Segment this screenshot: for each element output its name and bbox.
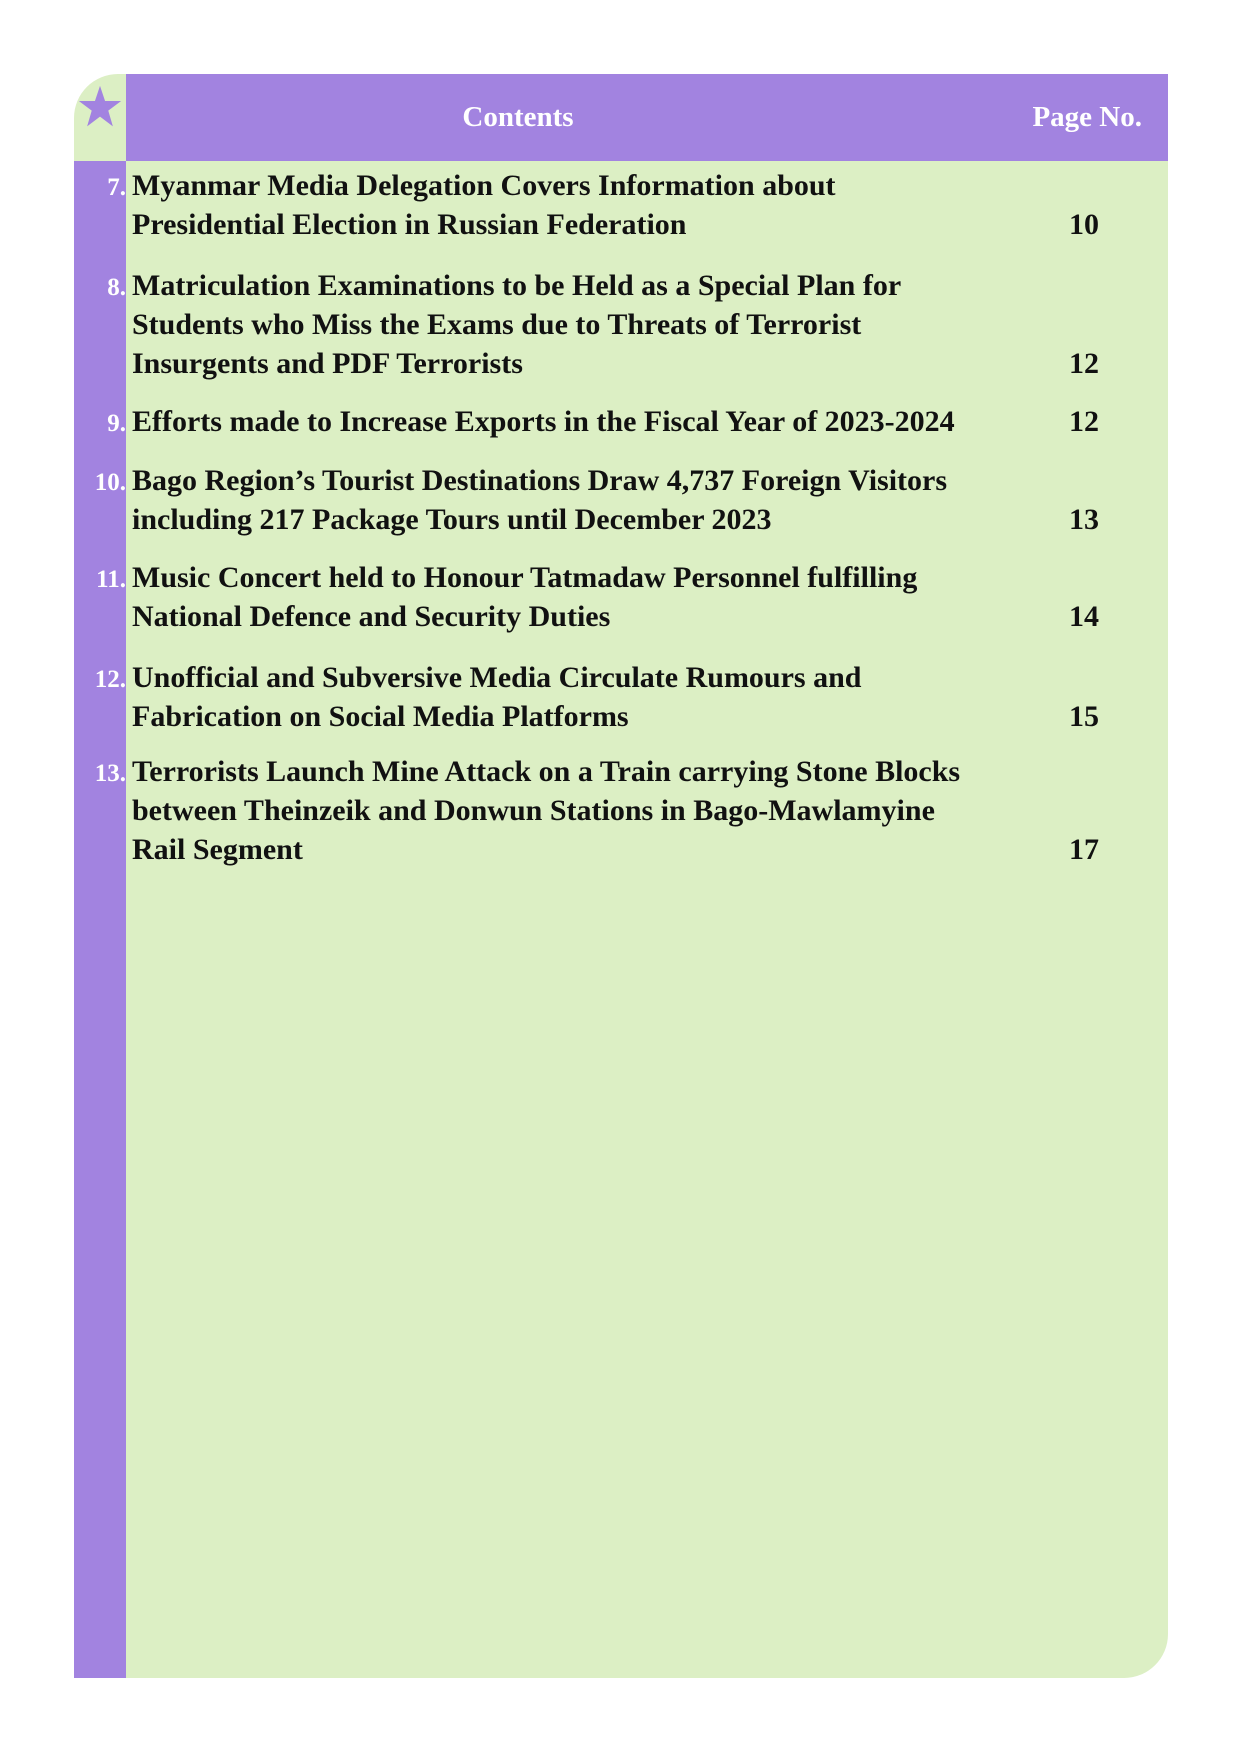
entry-number: 7. — [107, 174, 126, 201]
toc-entry[interactable] — [74, 461, 1168, 539]
entry-page-number: 14 — [1069, 600, 1099, 633]
entry-page-number: 12 — [1069, 405, 1099, 438]
entry-page-number: 17 — [1069, 833, 1099, 866]
entry-title: Terrorists Launch Mine Attack on a Train carrying Stone Blocks between Theinzeik and Donwun Stations in Bago-Mawlamyine Rail Segment — [132, 755, 961, 866]
entry-number: 12. — [94, 666, 126, 693]
entry-page-number: 10 — [1069, 208, 1099, 241]
star-icon — [77, 84, 123, 130]
entry-number: 8. — [107, 274, 126, 301]
entry-number: 10. — [94, 469, 126, 496]
entry-title: Efforts made to Increase Exports in the Fiscal Year of 2023-2024 — [132, 405, 955, 438]
page-number-heading: Page No. — [1032, 101, 1142, 133]
entry-title: Music Concert held to Honour Tatmadaw Personnel fulfilling National Defence and Security Duties — [132, 561, 918, 633]
entry-title: Bago Region’s Tourist Destinations Draw 4,737 Foreign Visitors including 217 Package Tours until December 2023 — [132, 464, 948, 536]
contents-heading: Contents — [462, 101, 574, 133]
entry-page-number: 15 — [1069, 700, 1099, 733]
toc-entry[interactable] — [74, 266, 1168, 383]
entry-title: Matriculation Examinations to be Held as a Special Plan for Students who Miss the Exams due to Threats of Terrorist Insurgents and PDF Terrorists — [132, 269, 901, 380]
left-accent-strip — [74, 161, 126, 1678]
entry-title: Unofficial and Subversive Media Circulate Rumours and Fabrication on Social Media Platforms — [132, 661, 862, 733]
toc-entry[interactable] — [74, 752, 1168, 869]
toc-entry[interactable] — [74, 166, 1168, 244]
entry-title: Myanmar Media Delegation Covers Information about Presidential Election in Russian Federation — [132, 169, 836, 241]
toc-entry[interactable] — [74, 558, 1168, 636]
entry-page-number: 13 — [1069, 503, 1099, 536]
entry-number: 13. — [94, 760, 126, 787]
entry-number: 11. — [96, 566, 126, 593]
entry-number: 9. — [107, 410, 126, 437]
toc-entry[interactable] — [74, 402, 1168, 441]
entry-page-number: 12 — [1069, 347, 1099, 380]
contents-panel — [74, 74, 1168, 1678]
toc-entry[interactable] — [74, 658, 1168, 736]
